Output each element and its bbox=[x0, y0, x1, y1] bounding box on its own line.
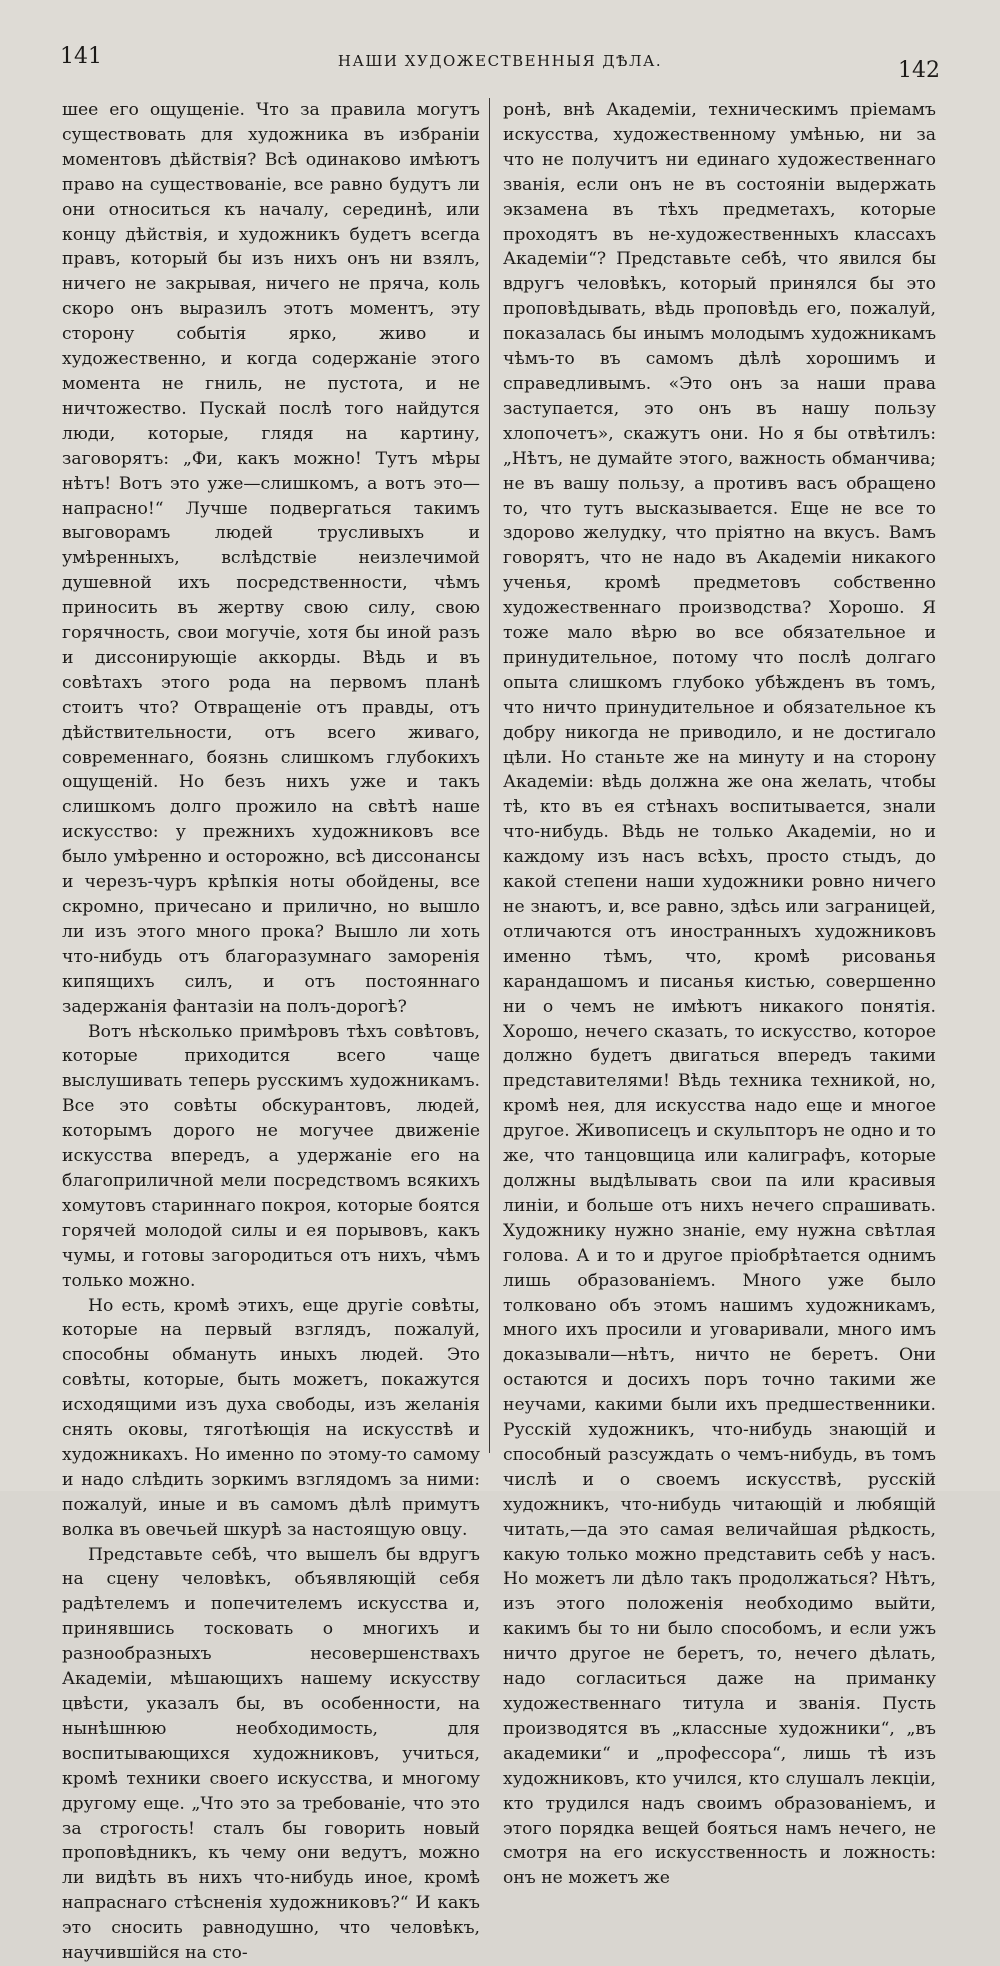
paragraph: Представьте себѣ, что вышелъ бы вдругъ на сцену человѣкъ, объявляющій себя радѣтелемъ и попечителемъ искусства и, принявшись тосковать о многихъ и разнообразныхъ несовершенствахъ Академіи, мѣшающихъ нашему искусству цвѣсти, указалъ бы, въ особенности, на нынѣшнюю необходимость, для воспитывающихся художниковъ, учиться, кромѣ техники своего искусства, и многому другому еще. „Что это за требованіе, что это за строгость! сталъ бы говорить новый проповѣдникъ, къ чему они ведутъ, можно ли видѣть въ нихъ что-нибудь иное, кромѣ напраснаго стѣсненія художниковъ?“ И какъ это сносить равнодушно, что человѣкъ, научившійся на сто- bbox=[62, 1544, 480, 1964]
paragraph: Но есть, кромѣ этихъ, еще другіе совѣты, которые на первый взглядъ, пожалуй, способны обмануть иныхъ людей. Это совѣты, которые, быть можетъ, покажутся исходящими изъ духа свободы, изъ желанія снять оковы, тяготѣющія на искусствѣ и художникахъ. Но именно по этому-то самому и надо слѣдить зоркимъ взглядомъ за ними: пожалуй, иные и въ самомъ дѣлѣ примутъ волка въ овечьей шкурѣ за настоящую овцу. bbox=[62, 1295, 480, 1540]
paragraph: ронѣ, внѣ Академіи, техническимъ пріемамъ искусства, художественному умѣнью, ни за что не получитъ ни единаго художественнаго званія, если онъ не въ состояніи выдержать экзамена въ тѣхъ предметахъ, которые проходятъ въ не-художественныхъ классахъ Академіи“? Представьте себѣ, что явился бы вдругъ человѣкъ, который принялся бы это проповѣдывать, вѣдь проповѣдь его, пожалуй, показалась бы инымъ молодымъ художникамъ чѣмъ-то въ самомъ дѣлѣ хорошимъ и справедливымъ. «Это онъ за наши права заступается, это онъ въ нашу пользу хлопочетъ», скажутъ они. Но я бы отвѣтилъ: „Нѣтъ, не думайте этого, важность обманчива; не въ вашу пользу, а противъ васъ обращено то, что тутъ высказывается. Еще не все то здорово желудку, что пріятно на вкусъ. Вамъ говорятъ, что не надо въ Академіи никакого ученья, кромѣ предметовъ собственно художественнаго производства? Хорошо. Я тоже мало вѣрю во все обязательное и принудительное, потому что послѣ долгаго опыта слишкомъ глубоко убѣжденъ въ томъ, что ничто принудительное и обязательное къ добру никогда не приводило, и не достигало цѣли. Но станьте же на минуту и на сторону Академіи: вѣдь должна же она желать, чтобы тѣ, кто въ ея стѣнахъ воспитывается, знали что-нибудь. Вѣдь не только Академіи, но и каждому изъ насъ всѣхъ, просто стыдъ, до какой степени наши художники ровно ничего не знаютъ, и, все равно, здѣсь или заграницей, отличаются отъ иностранныхъ художниковъ именно тѣмъ, что, кромѣ рисованья карандашомъ и писанья кистью, совершенно ни о чемъ не имѣютъ никакого понятія. Хорошо, нечего сказать, то искусство, которое должно будетъ двигаться впередъ такими представителями! Вѣдь техника техникой, но, кромѣ нея, для искусства надо еще и многое другое. Живописецъ и скульпторъ не одно и то же, что танцовщица или калиграфъ, которые должны выдѣлывать свои па или красивыя линіи, и больше отъ нихъ нечего спрашивать. Художнику нужно знаніе, ему нужна свѣтлая голова. А и то и другое пріобрѣтается однимъ лишь образованіемъ. Много уже было толковано объ этомъ нашимъ художникамъ, много ихъ просили и уговаривали, много имъ доказывали—нѣтъ, ничто не беретъ. Они остаются и досихъ поръ точно такими же неучами, какими были ихъ предшественники. Русскій художникъ, что-нибудь знающій и способный разсуждать о чемъ-нибудь, въ томъ числѣ и о своемъ искусствѣ, русскій художникъ, что-нибудь читающій и любящій читать,—да это самая величайшая рѣдкость, какую только можно представить себѣ у насъ. Но можетъ ли дѣло такъ продолжаться? Нѣтъ, изъ этого положенія необходимо выйти, какимъ бы то ни было способомъ, и если ужъ ничто другое не беретъ, то, нечего дѣлать, надо согласиться даже на приманку художественнаго титула и званія. Пусть производятся въ „классные художники“, „въ академики“ и „профессора“, лишь тѣ изъ художниковъ, кто учился, кто слушалъ лекціи, кто трудился надъ своимъ образованіемъ, и этого порядка вещей бояться намъ нечего, не смотря на его искусственность и ложность: онъ не можетъ же bbox=[503, 100, 936, 1889]
column-divider bbox=[489, 98, 490, 1453]
running-title: НАШИ ХУДОЖЕСТВЕННЫЯ ДѢЛА. bbox=[337, 52, 663, 70]
right-column bbox=[503, 98, 936, 1889]
paragraph: шее его ощущеніе. Что за правила могутъ существовать для художника въ избраніи моментовъ дѣйствія? Всѣ одинаково имѣютъ право на существованіе, все равно будутъ ли они относиться къ началу, серединѣ, или концу дѣйствія, и художникъ будетъ всегда правъ, который бы изъ нихъ онъ ни взялъ, ничего не закрывая, ничего не пряча, коль скоро онъ выразилъ этотъ моментъ, эту сторону событія ярко, живо и художественно, и когда содержаніе этого момента не гниль, не пустота, и не ничтожество. Пускай послѣ того найдутся люди, которые, глядя на картину, заговорятъ: „Фи, какъ можно! Тутъ мѣры нѣтъ! Вотъ это уже—слишкомъ, а вотъ это—напрасно!“ Лучше подвергаться такимъ выговорамъ людей трусливыхъ и умѣренныхъ, вслѣдствіе неизлечимой душевной ихъ посредственности, чѣмъ приносить въ жертву свою силу, свою горячность, свои могучіе, хотя бы иной разъ и диссонирующіе аккорды. Вѣдь и въ совѣтахъ этого рода на первомъ планѣ стоитъ что? Отвращеніе отъ правды, отъ дѣйствительности, отъ всего живаго, современнаго, боязнь слишкомъ глубокихъ ощущеній. Но безъ нихъ уже и такъ слишкомъ долго прожило на свѣтѣ наше искусство: у прежнихъ художниковъ все было умѣренно и осторожно, всѣ диссонансы и черезъ-чуръ крѣпкія ноты обойдены, все скромно, причесано и прилично, но вышло ли изъ этого много прока? Вышло ли хоть что-нибудь отъ благоразумнаго заморенія кипящихъ силъ, и отъ постояннаго задержанія фантазіи на полъ-дорогѣ? bbox=[62, 100, 480, 1017]
left-column bbox=[62, 98, 480, 1964]
page-number-right: 142 bbox=[898, 58, 940, 83]
paragraph: Вотъ нѣсколько примѣровъ тѣхъ совѣтовъ, которые приходится всего чаще выслушивать теперь русскимъ художникамъ. Все это совѣты обскурантовъ, людей, которымъ дорого не могучее движеніе искусства впередъ, а удержаніе его на благоприличной мели посредствомъ всякихъ хомутовъ стариннаго покроя, которые боятся горячей молодой силы и ея порывовъ, какъ чумы, и готовы загородиться отъ нихъ, чѣмъ только можно. bbox=[62, 1021, 480, 1291]
page-number-left: 141 bbox=[60, 44, 102, 69]
running-header bbox=[60, 40, 940, 83]
